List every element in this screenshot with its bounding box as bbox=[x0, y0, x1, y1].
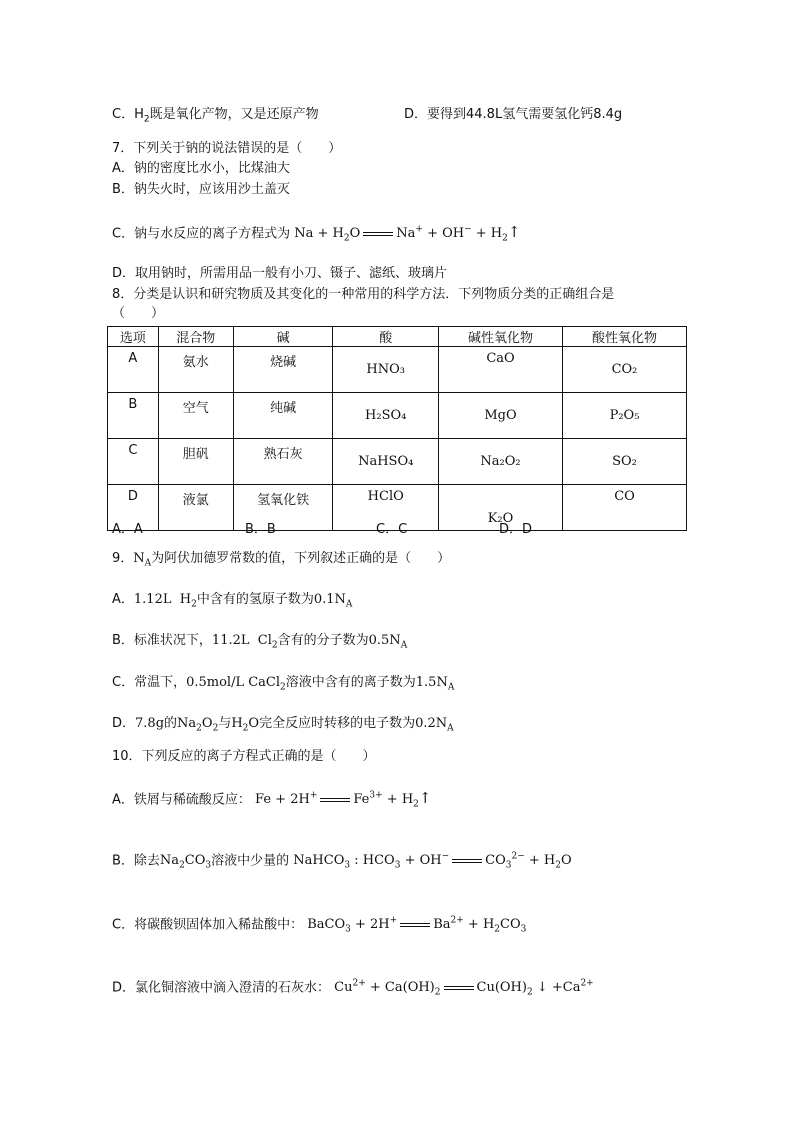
q10-option-c: C．将碳酸钡固体加入稀盐酸中： BaCO$_3$ + 2H+ $Ba^{2+} + H_2CO_3$ bbox=[112, 916, 527, 935]
cell-basic-oxide: K₂O bbox=[439, 485, 563, 531]
cell-base: 熟石灰 bbox=[233, 439, 333, 485]
cell-acid: HNO₃ bbox=[333, 347, 439, 393]
header-acid-oxide: 酸性氧化物 bbox=[562, 327, 686, 347]
table-row bbox=[108, 347, 687, 393]
q10-option-d: D．氯化铜溶液中滴入澄清的石灰水： $Cu^{2+} + Ca(OH)_2$ $Cu(OH)_2$ ↓ $+Ca^{2+}$ bbox=[112, 979, 594, 998]
cell-acid-oxide: CO bbox=[562, 485, 686, 531]
q10-option-a: A．铁屑与稀硫酸反应： Fe + 2H+ $Fe^{3+}$ + $H_2↑$ bbox=[112, 789, 432, 810]
q8-option-d: D．D bbox=[499, 522, 533, 537]
q8-option-a: A．A bbox=[112, 522, 143, 537]
cell-mixture: 空气 bbox=[158, 393, 233, 439]
cell-acid: H₂SO₄ bbox=[333, 393, 439, 439]
q7-option-b: B．钠失火时，应该用沙土盖灭 bbox=[112, 182, 290, 197]
table-header-row bbox=[108, 327, 687, 347]
header-base: 碱 bbox=[233, 327, 333, 347]
q10-option-b: B．除去$Na_2CO_3$溶液中少量的 NaHCO$_3$ : $HCO_3 + OH^-$ $CO_3^{2-} + H_2O$ bbox=[112, 852, 572, 871]
cell-basic-oxide: MgO bbox=[439, 393, 563, 439]
q7-stem: 7．下列关于钠的说法错误的是（ ） bbox=[112, 141, 342, 156]
q8-stem: 8．分类是认识和研究物质及其变化的一种常用的科学方法．下列物质分类的正确组合是 bbox=[112, 287, 615, 302]
q6-option-c: C．$H_2$既是氧化产物，又是还原产物 bbox=[112, 107, 319, 125]
q8-option-b: B．B bbox=[245, 522, 276, 537]
cell-acid: NaHSO₄ bbox=[333, 439, 439, 485]
q9-option-b: B．标准状况下，11.2L $Cl_2$含有的分子数为$0.5N_A$ bbox=[112, 633, 408, 651]
cell-acid-oxide: SO₂ bbox=[562, 439, 686, 485]
q8-option-c: C．C bbox=[376, 522, 408, 537]
q9-stem: 9．$N_A$为阿伏加德罗常数的值，下列叙述正确的是（ ） bbox=[112, 551, 451, 569]
q9-option-c: C．常温下，0.5mol/L CaCl$_2$溶液中含有的离子数为$1.5N_A$ bbox=[112, 675, 455, 693]
cell-base: 纯碱 bbox=[233, 393, 333, 439]
q9-option-a: A．1.12L $H_2$中含有的氢原子数为$0.1N_A$ bbox=[112, 592, 353, 610]
cell-acid-oxide: P₂O₅ bbox=[562, 393, 686, 439]
cell-option: D bbox=[108, 485, 159, 531]
cell-option: B bbox=[108, 393, 159, 439]
cell-option: A bbox=[108, 347, 159, 393]
header-option: 选项 bbox=[108, 327, 159, 347]
q7-option-a: A．钠的密度比水小，比煤油大 bbox=[112, 161, 290, 176]
cell-mixture: 胆矾 bbox=[158, 439, 233, 485]
cell-option: C bbox=[108, 439, 159, 485]
cell-acid-oxide: CO₂ bbox=[562, 347, 686, 393]
cell-acid: HClO bbox=[333, 485, 439, 531]
cell-basic-oxide: Na₂O₂ bbox=[439, 439, 563, 485]
cell-base: 氢氧化铁 bbox=[233, 485, 333, 531]
classification-table bbox=[107, 326, 687, 531]
q10a-equation: Fe + 2H+ $Fe^{3+}$ + $H_2↑$ bbox=[255, 789, 432, 810]
header-acid: 酸 bbox=[333, 327, 439, 347]
q9-option-d: D．7.8g的$Na_2O_2$与$H_2O$完全反应时转移的电子数为$0.2N_A$ bbox=[112, 716, 454, 734]
na-symbol: $N_A$ bbox=[133, 551, 152, 569]
q7-equation: $Na + H_2O$ $Na^+ + OH^- + H_2↑$ bbox=[294, 223, 521, 244]
header-basic-oxide: 碱性氧化物 bbox=[439, 327, 563, 347]
cell-mixture: 氨水 bbox=[158, 347, 233, 393]
cell-mixture: 液氯 bbox=[158, 485, 233, 531]
q7-option-c: C．钠与水反应的离子方程式为 $Na + H_2O$ $Na^+ + OH^- + H_2↑$ bbox=[112, 223, 521, 244]
q10b-equation: NaHCO$_3$ : $HCO_3 + OH^-$ $CO_3^{2-} + H_2O$ bbox=[293, 852, 572, 871]
q6-option-d: D．要得到44.8L氢气需要氢化钙8.4g bbox=[404, 107, 623, 122]
table-row bbox=[108, 393, 687, 439]
cell-base: 烧碱 bbox=[233, 347, 333, 393]
table-row bbox=[108, 439, 687, 485]
q8-stem-paren: （ ） bbox=[112, 306, 165, 321]
q10c-equation: BaCO$_3$ + 2H+ $Ba^{2+} + H_2CO_3$ bbox=[307, 916, 527, 935]
header-mixture: 混合物 bbox=[158, 327, 233, 347]
q7-option-d: D．取用钠时，所需用品一般有小刀、镊子、滤纸、玻璃片 bbox=[112, 266, 448, 281]
q10-stem: 10．下列反应的离子方程式正确的是（ ） bbox=[112, 749, 376, 764]
q10d-equation: $Cu^{2+} + Ca(OH)_2$ $Cu(OH)_2$ ↓ $+Ca^{2+}$ bbox=[334, 979, 594, 998]
cell-basic-oxide: CaO bbox=[439, 347, 563, 393]
